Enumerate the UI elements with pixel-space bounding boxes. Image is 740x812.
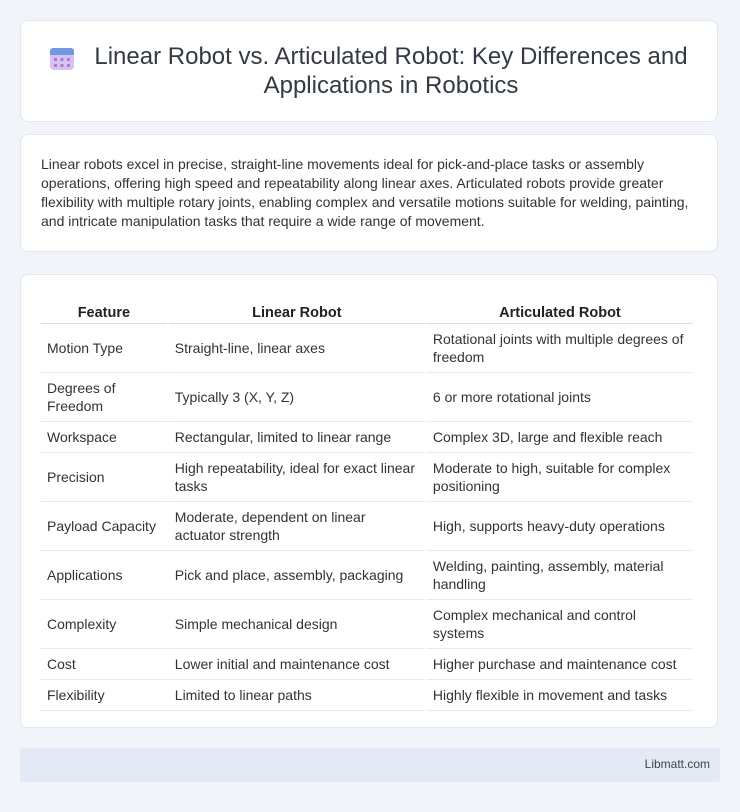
table-row <box>41 453 693 502</box>
table-row <box>41 373 693 422</box>
linear-cell: High repeatability, ideal for exact linear tasks <box>169 453 425 502</box>
table-row <box>41 324 693 373</box>
title-card <box>20 20 718 122</box>
linear-cell: Limited to linear paths <box>169 680 425 711</box>
table-row <box>41 680 693 711</box>
articulated-cell: Highly flexible in movement and tasks <box>427 680 693 711</box>
articulated-cell: Higher purchase and maintenance cost <box>427 649 693 680</box>
linear-cell: Lower initial and maintenance cost <box>169 649 425 680</box>
feature-cell: Degrees of Freedom <box>41 373 167 422</box>
summary-card <box>20 134 718 252</box>
footer-bar <box>20 748 720 782</box>
table-row <box>41 551 693 600</box>
feature-cell: Flexibility <box>41 680 167 711</box>
articulated-cell: Complex mechanical and control systems <box>427 600 693 649</box>
linear-cell: Straight-line, linear axes <box>169 324 425 373</box>
feature-cell: Workspace <box>41 422 167 453</box>
linear-cell: Pick and place, assembly, packaging <box>169 551 425 600</box>
linear-cell: Moderate, dependent on linear actuator strength <box>169 502 425 551</box>
feature-cell: Complexity <box>41 600 167 649</box>
calendar-grid-icon <box>49 46 75 72</box>
articulated-cell: Rotational joints with multiple degrees of freedom <box>427 324 693 373</box>
table-row <box>41 422 693 453</box>
articulated-cell: 6 or more rotational joints <box>427 373 693 422</box>
feature-cell: Cost <box>41 649 167 680</box>
feature-cell: Applications <box>41 551 167 600</box>
articulated-cell: Welding, painting, assembly, material handling <box>427 551 693 600</box>
articulated-cell: Moderate to high, suitable for complex positioning <box>427 453 693 502</box>
title-row <box>49 42 689 100</box>
table-header-row <box>41 295 693 324</box>
header-feature: Feature <box>41 295 167 324</box>
articulated-cell: Complex 3D, large and flexible reach <box>427 422 693 453</box>
table-row <box>41 502 693 551</box>
feature-cell: Precision <box>41 453 167 502</box>
table-card <box>20 274 718 728</box>
table-row <box>41 649 693 680</box>
comparison-table <box>39 295 695 711</box>
summary-text: Linear robots excel in precise, straight-line movements ideal for pick-and-place tasks or assembly operations, offering high speed and repeatability along linear axes. Articulated robots provide greater flexibility with multiple rotary joints, enabling complex and versatile motions suitable for welding, painting, and intricate manipulation tasks that require a wide range of movement. <box>41 156 689 229</box>
table-row <box>41 600 693 649</box>
feature-cell: Payload Capacity <box>41 502 167 551</box>
page-title: Linear Robot vs. Articulated Robot: Key Differences and Applications in Robotics <box>94 43 688 99</box>
linear-cell: Simple mechanical design <box>169 600 425 649</box>
articulated-cell: High, supports heavy-duty operations <box>427 502 693 551</box>
linear-cell: Rectangular, limited to linear range <box>169 422 425 453</box>
linear-cell: Typically 3 (X, Y, Z) <box>169 373 425 422</box>
header-linear-robot: Linear Robot <box>169 295 425 324</box>
header-articulated-robot: Articulated Robot <box>427 295 693 324</box>
feature-cell: Motion Type <box>41 324 167 373</box>
footer-brand-link[interactable]: Libmatt.com <box>644 757 710 771</box>
